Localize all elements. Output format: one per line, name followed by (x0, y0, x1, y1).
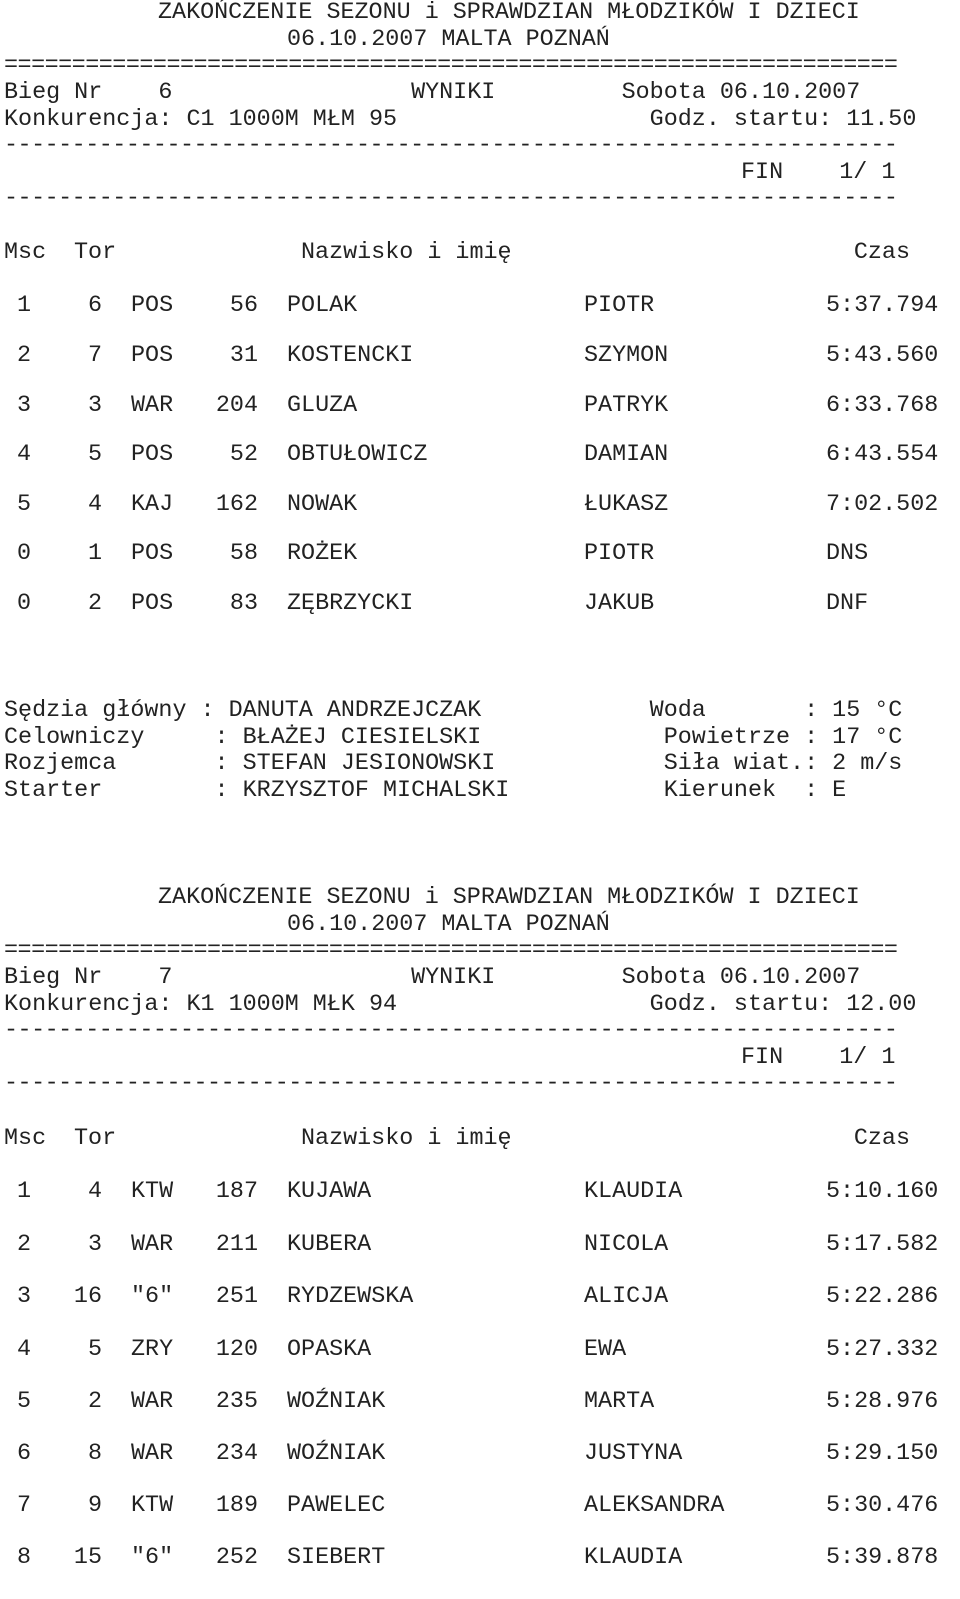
club-cell: "6" (131, 1284, 174, 1310)
number-cell: 189 (215, 1493, 258, 1519)
place-cell: 3 (16, 1284, 31, 1310)
place-cell: 3 (16, 393, 31, 419)
time-cell: 5:17.582 (826, 1232, 939, 1258)
number-cell: 31 (229, 343, 258, 369)
header-time: Czas (853, 240, 910, 266)
surname-cell: KOSTENCKI (287, 343, 414, 369)
firstname-cell: ŁUKASZ (584, 492, 669, 518)
status-cell: DNS (826, 541, 869, 567)
number-cell: 187 (215, 1179, 258, 1205)
table-row (0, 1232, 960, 1259)
separator-dashed: ------------------------------------------------------------------ (4, 133, 898, 159)
race-number-line: Bieg Nr 7 WYNIKI Sobota 06.10.2007 (4, 965, 861, 991)
surname-cell: OBTUŁOWICZ (287, 442, 428, 468)
starter-line: Starter : KRZYSZTOF MICHALSKI Kierunek : E (4, 778, 847, 804)
time-cell: 5:22.286 (826, 1284, 939, 1310)
header-place: Msc (4, 1126, 47, 1152)
firstname-cell: EWA (584, 1337, 627, 1363)
surname-cell: RYDZEWSKA (287, 1284, 414, 1310)
firstname-cell: SZYMON (584, 343, 669, 369)
table-row (0, 393, 960, 420)
umpire-line: Rozjemca : STEFAN JESIONOWSKI Siła wiat.: 2 m/s (4, 751, 903, 777)
firstname-cell: KLAUDIA (584, 1179, 683, 1205)
lane-cell: 4 (87, 492, 102, 518)
place-cell: 1 (16, 1179, 31, 1205)
firstname-cell: ALICJA (584, 1284, 669, 1310)
table-row (0, 343, 960, 370)
number-cell: 162 (215, 492, 258, 518)
table-row (0, 591, 960, 618)
place-cell: 0 (16, 541, 31, 567)
place-cell: 6 (16, 1441, 31, 1467)
surname-cell: WOŹNIAK (287, 1389, 386, 1415)
surname-cell: OPASKA (287, 1337, 372, 1363)
place-cell: 2 (16, 1232, 31, 1258)
table-row (0, 492, 960, 519)
time-cell: 7:02.502 (826, 492, 939, 518)
club-cell: WAR (131, 1389, 174, 1415)
separator-dashed: ------------------------------------------------------------------ (4, 1018, 898, 1044)
number-cell: 120 (215, 1337, 258, 1363)
lane-cell: 9 (87, 1493, 102, 1519)
club-cell: POS (131, 591, 174, 617)
place-cell: 2 (16, 343, 31, 369)
lane-cell: 8 (87, 1441, 102, 1467)
firstname-cell: NICOLA (584, 1232, 669, 1258)
time-cell: 6:33.768 (826, 393, 939, 419)
event-title: ZAKOŃCZENIE SEZONU i SPRAWDZIAN MŁODZIKÓW I DZIECI (158, 0, 860, 26)
place-cell: 5 (16, 1389, 31, 1415)
surname-cell: NOWAK (287, 492, 358, 518)
event-subtitle: 06.10.2007 MALTA POZNAŃ (287, 912, 610, 938)
time-cell: 5:30.476 (826, 1493, 939, 1519)
lane-cell: 1 (87, 541, 102, 567)
firstname-cell: PATRYK (584, 393, 669, 419)
separator-dashed: ------------------------------------------------------------------ (4, 186, 898, 212)
header-lane: Tor (74, 240, 117, 266)
lane-cell: 5 (87, 1337, 102, 1363)
club-cell: KTW (131, 1179, 174, 1205)
lane-cell: 4 (87, 1179, 102, 1205)
time-cell: 5:10.160 (826, 1179, 939, 1205)
table-row (0, 442, 960, 469)
club-cell: "6" (131, 1545, 174, 1571)
club-cell: WAR (131, 393, 174, 419)
club-cell: WAR (131, 1232, 174, 1258)
surname-cell: ROŻEK (287, 541, 358, 567)
header-lane: Tor (74, 1126, 117, 1152)
event-title: ZAKOŃCZENIE SEZONU i SPRAWDZIAN MŁODZIKÓW I DZIECI (158, 885, 860, 911)
table-row (0, 1337, 960, 1364)
stage-label: FIN 1/ 1 (741, 1045, 896, 1071)
stage-label: FIN 1/ 1 (741, 160, 896, 186)
surname-cell: WOŹNIAK (287, 1441, 386, 1467)
firstname-cell: PIOTR (584, 541, 655, 567)
event-subtitle: 06.10.2007 MALTA POZNAŃ (287, 27, 610, 53)
chief-judge-line: Sędzia główny : DANUTA ANDRZEJCZAK Woda : 15 °C (4, 698, 903, 724)
club-cell: ZRY (131, 1337, 174, 1363)
lane-cell: 3 (87, 393, 102, 419)
header-name: Nazwisko i imię (301, 1126, 512, 1152)
surname-cell: KUJAWA (287, 1179, 372, 1205)
firstname-cell: MARTA (584, 1389, 655, 1415)
surname-cell: ZĘBRZYCKI (287, 591, 414, 617)
firstname-cell: ALEKSANDRA (584, 1493, 725, 1519)
time-cell: 5:28.976 (826, 1389, 939, 1415)
separator-dashed: ------------------------------------------------------------------ (4, 1071, 898, 1097)
table-row (0, 293, 960, 320)
place-cell: 5 (16, 492, 31, 518)
club-cell: KTW (131, 1493, 174, 1519)
firstname-cell: JUSTYNA (584, 1441, 683, 1467)
number-cell: 211 (215, 1232, 258, 1258)
number-cell: 234 (215, 1441, 258, 1467)
number-cell: 235 (215, 1389, 258, 1415)
header-name: Nazwisko i imię (301, 240, 512, 266)
firstname-cell: DAMIAN (584, 442, 669, 468)
number-cell: 83 (229, 591, 258, 617)
time-cell: 5:27.332 (826, 1337, 939, 1363)
number-cell: 56 (229, 293, 258, 319)
place-cell: 7 (16, 1493, 31, 1519)
table-row (0, 541, 960, 568)
lane-cell: 2 (87, 591, 102, 617)
table-row (0, 1441, 960, 1468)
aiming-judge-line: Celowniczy : BŁAŻEJ CIESIELSKI Powietrze : 17 °C (4, 725, 903, 751)
club-cell: WAR (131, 1441, 174, 1467)
time-cell: 5:39.878 (826, 1545, 939, 1571)
header-time: Czas (853, 1126, 910, 1152)
number-cell: 204 (215, 393, 258, 419)
competition-line: Konkurencja: C1 1000M MŁM 95 Godz. startu: 11.50 (4, 107, 917, 133)
number-cell: 58 (229, 541, 258, 567)
table-row (0, 1284, 960, 1311)
firstname-cell: KLAUDIA (584, 1545, 683, 1571)
club-cell: POS (131, 541, 174, 567)
time-cell: 5:43.560 (826, 343, 939, 369)
firstname-cell: PIOTR (584, 293, 655, 319)
competition-line: Konkurencja: K1 1000M MŁK 94 Godz. startu: 12.00 (4, 992, 917, 1018)
surname-cell: POLAK (287, 293, 358, 319)
club-cell: KAJ (131, 492, 174, 518)
club-cell: POS (131, 343, 174, 369)
number-cell: 52 (229, 442, 258, 468)
status-cell: DNF (826, 591, 869, 617)
lane-cell: 5 (87, 442, 102, 468)
lane-cell: 7 (87, 343, 102, 369)
separator-double: ================================================================== (4, 53, 898, 79)
surname-cell: SIEBERT (287, 1545, 386, 1571)
place-cell: 4 (16, 1337, 31, 1363)
place-cell: 1 (16, 293, 31, 319)
lane-cell: 6 (87, 293, 102, 319)
table-row (0, 1389, 960, 1416)
firstname-cell: JAKUB (584, 591, 655, 617)
race-number-line: Bieg Nr 6 WYNIKI Sobota 06.10.2007 (4, 80, 861, 106)
place-cell: 4 (16, 442, 31, 468)
club-cell: POS (131, 442, 174, 468)
place-cell: 8 (16, 1545, 31, 1571)
table-row (0, 1179, 960, 1206)
lane-cell: 15 (73, 1545, 102, 1571)
table-row (0, 1545, 960, 1572)
table-row (0, 1493, 960, 1520)
lane-cell: 2 (87, 1389, 102, 1415)
separator-double: ================================================================== (4, 938, 898, 964)
surname-cell: KUBERA (287, 1232, 372, 1258)
place-cell: 0 (16, 591, 31, 617)
number-cell: 252 (215, 1545, 258, 1571)
header-place: Msc (4, 240, 47, 266)
lane-cell: 16 (73, 1284, 102, 1310)
surname-cell: GLUZA (287, 393, 358, 419)
time-cell: 5:29.150 (826, 1441, 939, 1467)
number-cell: 251 (215, 1284, 258, 1310)
club-cell: POS (131, 293, 174, 319)
lane-cell: 3 (87, 1232, 102, 1258)
time-cell: 5:37.794 (826, 293, 939, 319)
time-cell: 6:43.554 (826, 442, 939, 468)
surname-cell: PAWELEC (287, 1493, 386, 1519)
